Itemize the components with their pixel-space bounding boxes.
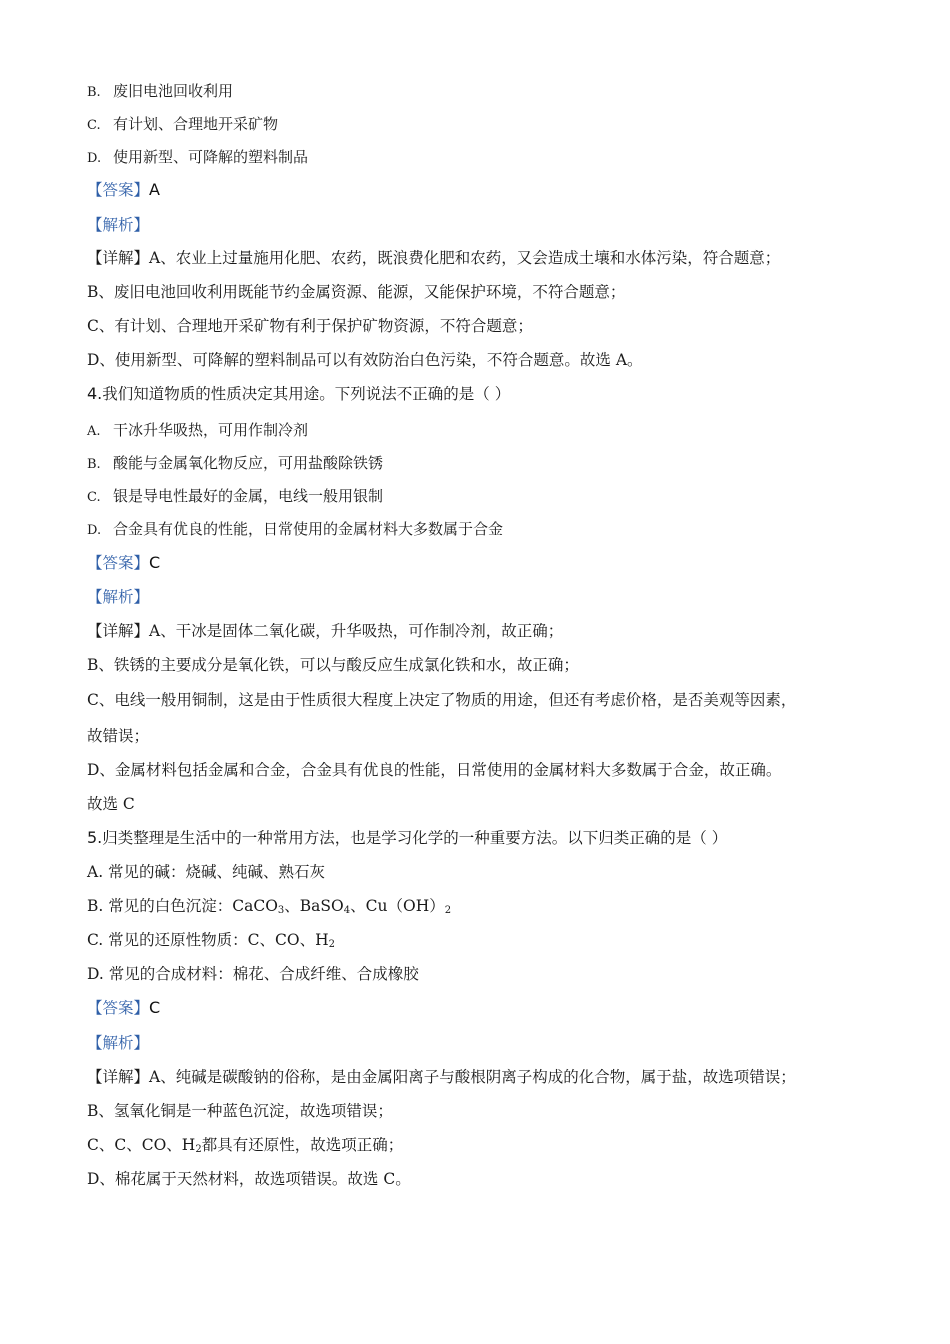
- option-label: C.: [87, 490, 101, 505]
- q5-detail-c: [87, 1135, 403, 1155]
- option-label: D.: [87, 523, 102, 538]
- detail-tag: 【详解】: [87, 622, 150, 640]
- q4-detail-c-cont: 故错误；: [87, 727, 150, 745]
- q3-option-d: [87, 147, 308, 169]
- subscript: 2: [328, 939, 335, 950]
- answer-tag: 【答案】: [87, 554, 150, 572]
- detail-tag: 【详解】: [87, 249, 150, 267]
- q3-analysis-tag: 【解析】: [87, 216, 150, 234]
- q4-option-d: [87, 519, 503, 541]
- q4-stem: [87, 384, 510, 404]
- q3-option-b: [87, 81, 233, 103]
- question-text: 我们知道物质的性质决定其用途。下列说法不正确的是（ ）: [102, 385, 511, 403]
- answer-value: C: [149, 553, 161, 572]
- option-text: 使用新型、可降解的塑料制品: [113, 148, 309, 166]
- question-number: 4.: [87, 384, 103, 403]
- q4-detail-b: B、铁锈的主要成分是氧化铁，可以与酸反应生成氯化铁和水，故正确；: [87, 656, 579, 674]
- q4-option-c: [87, 486, 383, 508]
- detail-tag: 【详解】: [87, 1068, 150, 1086]
- q4-conclusion: 故选 C: [87, 795, 135, 813]
- option-text: 合金具有优良的性能，日常使用的金属材料大多数属于合金: [113, 520, 504, 538]
- q5-answer: [87, 998, 160, 1018]
- answer-value: A: [149, 180, 160, 199]
- q3-detail-c: C、有计划、合理地开采矿物有利于保护矿物资源，不符合题意；: [87, 317, 533, 335]
- q4-detail-d: D、金属材料包括金属和合金，合金具有优良的性能，日常使用的金属材料大多数属于合金，故正确。: [87, 761, 782, 779]
- option-text: 废旧电池回收利用: [113, 82, 234, 100]
- answer-tag: 【答案】: [87, 181, 150, 199]
- q5-detail-a: [87, 1067, 796, 1087]
- option-text: 、BaSO: [284, 897, 344, 915]
- option-label: C.: [87, 118, 101, 133]
- detail-text: A、纯碱是碳酸钠的俗称，是由金属阳离子与酸根阴离子构成的化合物，属于盐，故选项错误；: [149, 1068, 796, 1086]
- option-label: B.: [87, 457, 101, 472]
- answer-tag: 【答案】: [87, 999, 150, 1017]
- option-text: 、Cu（OH）: [350, 897, 445, 915]
- q4-detail-c: C、电线一般用铜制，这是由于性质很大程度上决定了物质的用途，但还有考虑价格，是否美观等因素，: [87, 691, 797, 709]
- option-text: C. 常见的还原性物质：C、CO、H: [87, 931, 329, 949]
- q3-detail-a: [87, 248, 780, 268]
- q3-detail-d: D、使用新型、可降解的塑料制品可以有效防治白色污染，不符合题意。故选 A。: [87, 351, 643, 369]
- subscript: 2: [195, 1144, 202, 1155]
- question-text: 归类整理是生活中的一种常用方法，也是学习化学的一种重要方法。以下归类正确的是（ ）: [102, 829, 728, 847]
- option-label: A.: [87, 424, 101, 439]
- option-label: D.: [87, 151, 102, 166]
- detail-text: 都具有还原性，故选项正确；: [201, 1136, 404, 1154]
- question-number: 5.: [87, 828, 103, 847]
- answer-value: C: [149, 998, 161, 1017]
- option-text: 有计划、合理地开采矿物: [113, 115, 279, 133]
- option-text: 银是导电性最好的金属，电线一般用银制: [113, 487, 384, 505]
- q4-option-b: [87, 453, 383, 475]
- q5-analysis-tag: 【解析】: [87, 1034, 150, 1052]
- option-text: 干冰升华吸热，可用作制冷剂: [113, 421, 309, 439]
- q3-detail-b: B、废旧电池回收利用既能节约金属资源、能源，又能保护环境，不符合题意；: [87, 283, 626, 301]
- q5-option-a: A. 常见的碱：烧碱、纯碱、熟石灰: [87, 863, 326, 881]
- subscript: 4: [343, 905, 351, 916]
- q5-option-c: [87, 930, 335, 950]
- detail-text: A、干冰是固体二氧化碳，升华吸热，可作制冷剂，故正确；: [149, 622, 564, 640]
- option-text: 酸能与金属氧化物反应，可用盐酸除铁锈: [113, 454, 384, 472]
- q5-detail-b: B、氢氧化铜是一种蓝色沉淀，故选项错误；: [87, 1102, 393, 1120]
- option-label: B.: [87, 85, 101, 100]
- subscript: 2: [444, 905, 452, 916]
- q5-stem: [87, 828, 727, 848]
- subscript: 3: [277, 905, 285, 916]
- q5-option-d: D. 常见的合成材料：棉花、合成纤维、合成橡胶: [87, 965, 419, 983]
- q5-option-b: [87, 896, 451, 916]
- q3-option-c: [87, 114, 278, 136]
- detail-text: A、农业上过量施用化肥、农药，既浪费化肥和农药，又会造成土壤和水体污染，符合题意；: [149, 249, 781, 267]
- q4-analysis-tag: 【解析】: [87, 588, 150, 606]
- q3-answer: [87, 180, 160, 200]
- q4-detail-a: [87, 621, 563, 641]
- detail-text: C、C、CO、H: [87, 1136, 196, 1154]
- q4-option-a: [87, 420, 308, 442]
- q5-detail-d: D、棉花属于天然材料，故选项错误。故选 C。: [87, 1170, 411, 1188]
- q4-answer: [87, 553, 160, 573]
- option-text: B. 常见的白色沉淀：CaCO: [87, 897, 278, 915]
